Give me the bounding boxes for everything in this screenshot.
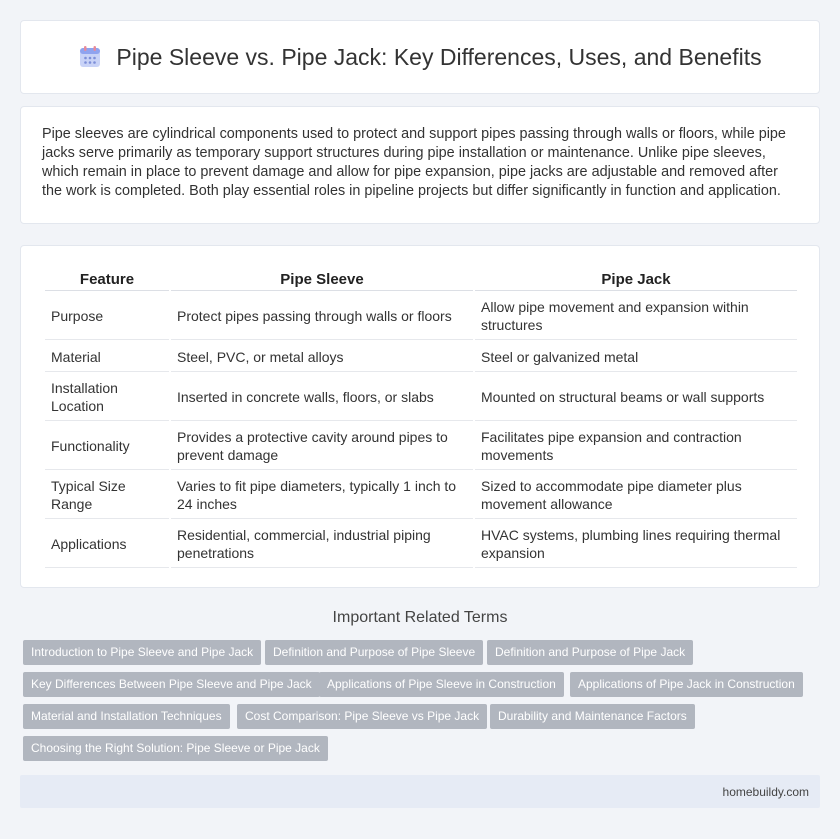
related-term-tag[interactable]: Definition and Purpose of Pipe Sleeve xyxy=(265,640,483,665)
related-term-tag[interactable]: Material and Installation Techniques xyxy=(23,704,230,729)
table-cell-sleeve: Residential, commercial, industrial piping penetrations xyxy=(171,521,473,568)
table-cell-feature: Functionality xyxy=(45,423,169,470)
related-term-tag[interactable]: Durability and Maintenance Factors xyxy=(490,704,695,729)
comparison-table xyxy=(43,266,799,570)
calendar-icon xyxy=(78,45,102,69)
related-term-tag[interactable]: Applications of Pipe Sleeve in Construction xyxy=(319,672,564,697)
table-cell-sleeve: Steel, PVC, or metal alloys xyxy=(171,342,473,372)
footer-site-link[interactable]: homebuildy.com xyxy=(722,785,809,799)
header-pipe-jack: Pipe Jack xyxy=(475,268,797,291)
related-term-tag[interactable]: Introduction to Pipe Sleeve and Pipe Jack xyxy=(23,640,261,665)
header-pipe-sleeve: Pipe Sleeve xyxy=(171,268,473,291)
table-row xyxy=(45,342,797,372)
header-feature: Feature xyxy=(45,268,169,291)
table-cell-jack: Allow pipe movement and expansion within structures xyxy=(475,293,797,340)
footer xyxy=(20,775,820,808)
table-cell-jack: Mounted on structural beams or wall supports xyxy=(475,374,797,421)
related-terms-title: Important Related Terms xyxy=(332,609,508,626)
table-row xyxy=(45,472,797,519)
intro-card xyxy=(20,106,820,224)
table-cell-jack: Steel or galvanized metal xyxy=(475,342,797,372)
comparison-card xyxy=(20,245,820,588)
table-cell-jack: HVAC systems, plumbing lines requiring thermal expansion xyxy=(475,521,797,568)
related-term-tag[interactable]: Key Differences Between Pipe Sleeve and Pipe Jack xyxy=(23,672,320,697)
table-row xyxy=(45,374,797,421)
intro-paragraph: Pipe sleeves are cylindrical components used to protect and support pipes passing through walls or floors, while pipe jacks serve primarily as temporary support structures during pipe installation or maintenance. Unlike pipe sleeves, which remain in place to prevent damage and allow for pipe expansion, pipe jacks are adjustable and removed after the work is completed. Both play essential roles in pipeline projects but differ significantly in function and application. xyxy=(42,126,786,199)
table-cell-sleeve: Inserted in concrete walls, floors, or slabs xyxy=(171,374,473,421)
table-cell-sleeve: Protect pipes passing through walls or floors xyxy=(171,293,473,340)
table-cell-jack: Facilitates pipe expansion and contraction movements xyxy=(475,423,797,470)
page-title: Pipe Sleeve vs. Pipe Jack: Key Differences, Uses, and Benefits xyxy=(116,43,762,70)
related-term-tag[interactable]: Choosing the Right Solution: Pipe Sleeve or Pipe Jack xyxy=(23,736,328,761)
table-cell-jack: Sized to accommodate pipe diameter plus movement allowance xyxy=(475,472,797,519)
table-cell-feature: Installation Location xyxy=(45,374,169,421)
table-cell-sleeve: Varies to fit pipe diameters, typically 1 inch to 24 inches xyxy=(171,472,473,519)
title-card xyxy=(20,20,820,94)
related-term-tag[interactable]: Applications of Pipe Jack in Construction xyxy=(570,672,803,697)
table-cell-feature: Typical Size Range xyxy=(45,472,169,519)
related-term-tag[interactable]: Cost Comparison: Pipe Sleeve vs Pipe Jack xyxy=(237,704,487,729)
related-term-tag[interactable]: Definition and Purpose of Pipe Jack xyxy=(487,640,693,665)
table-cell-feature: Applications xyxy=(45,521,169,568)
table-row xyxy=(45,293,797,340)
table-header-row xyxy=(45,268,797,291)
table-row xyxy=(45,423,797,470)
table-row xyxy=(45,521,797,568)
table-cell-feature: Purpose xyxy=(45,293,169,340)
table-cell-sleeve: Provides a protective cavity around pipes to prevent damage xyxy=(171,423,473,470)
table-cell-feature: Material xyxy=(45,342,169,372)
